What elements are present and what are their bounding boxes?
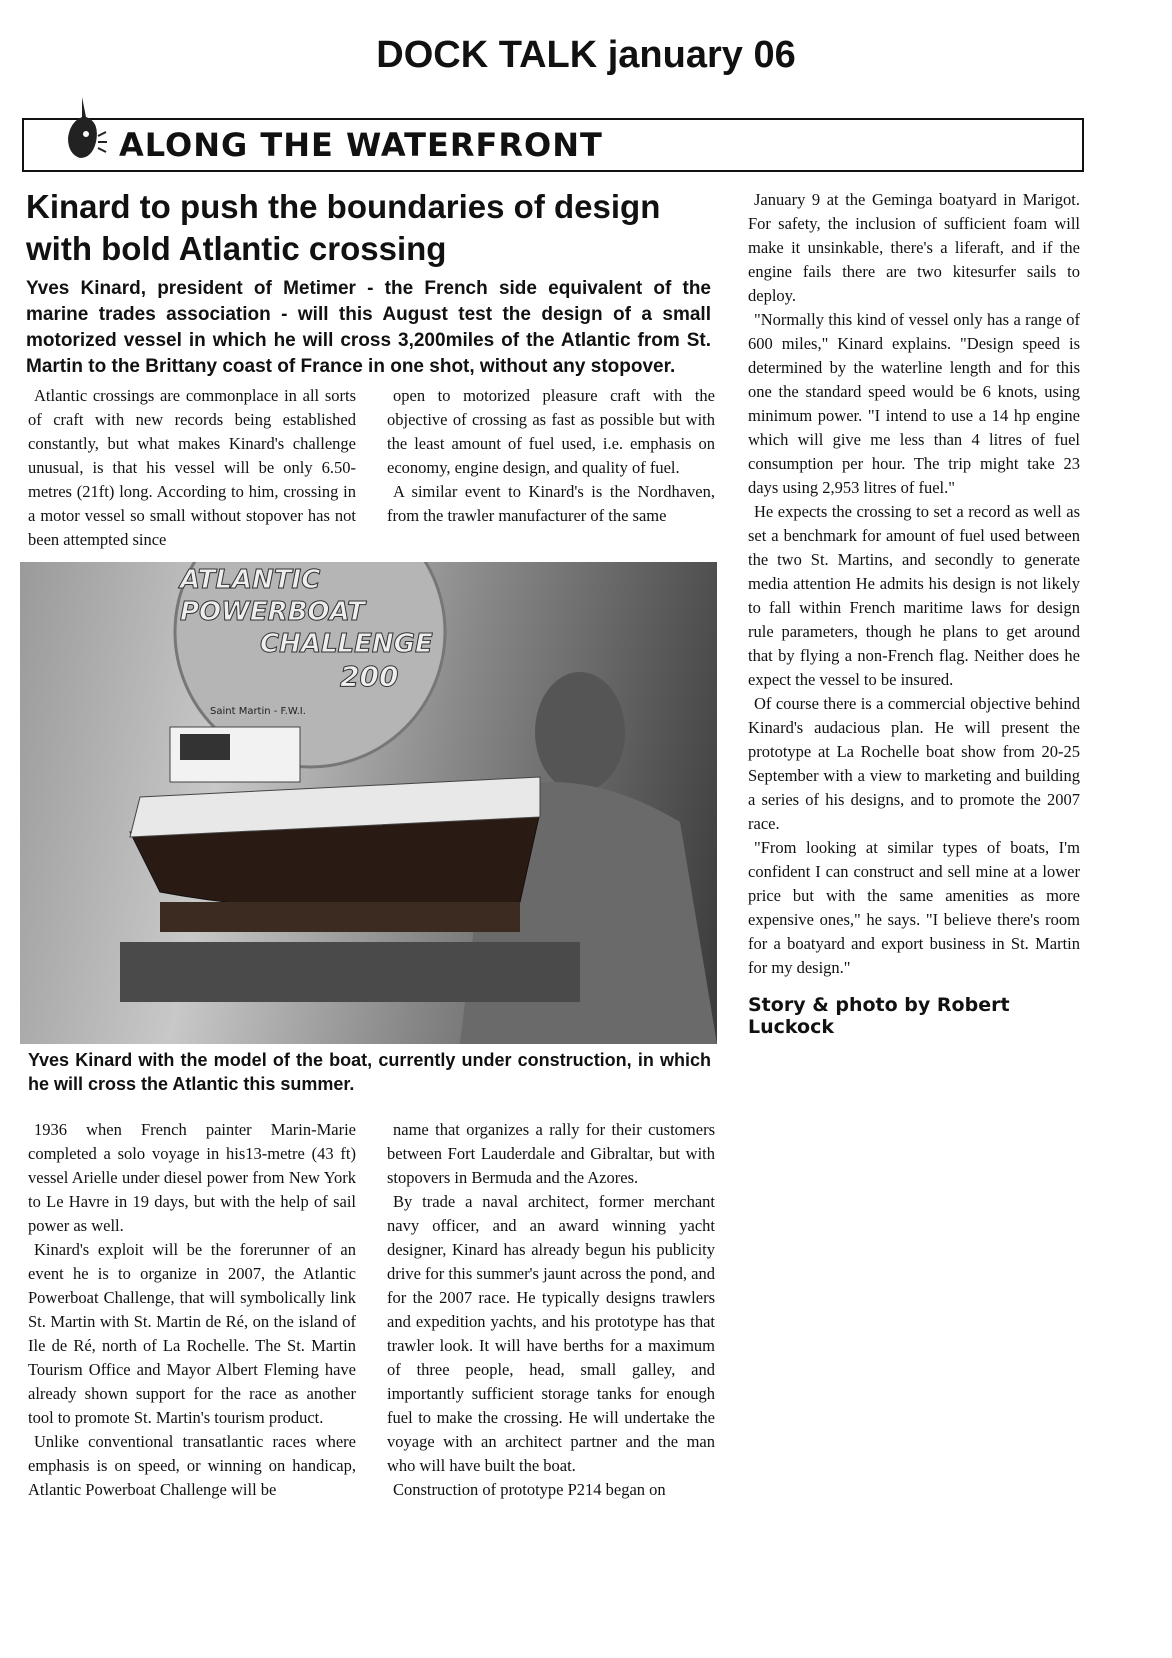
paragraph: He expects the crossing to set a record as well as set a benchmark for amount of fuel used between the two St. Martins, and secondly to generate media attention He admits his design is not likely to fall within French maritime laws for design rule parameters, though he plans to get around that by flying a non-French flag. Neither does he expect the vessel to be insured.	[748, 502, 1080, 689]
paragraph: "Normally this kind of vessel only has a range of 600 miles," Kinard explains. "Design speed is determined by the waterline length and for this one the standard speed would be 6 knots, using minimum power. "I intend to use a 14 hp engine which will give me less than 4 litres of fuel consumption per hour. The trip might take 23 days using 2,953 litres of fuel."	[748, 310, 1080, 497]
boat-model-photo	[20, 562, 717, 1044]
logo-text: CHALLENGE	[260, 629, 433, 659]
right-column-area	[748, 188, 1080, 1038]
column-2	[387, 380, 715, 552]
logo-subtext: Saint Martin - F.W.I.	[210, 706, 306, 717]
paragraph: name that organizes a rally for their customers between Fort Lauderdale and Gibraltar, but with stopovers in Bermuda and the Azores.	[387, 1120, 715, 1187]
byline: Story & photo by Robert Luckock	[748, 994, 1010, 1038]
paragraph: open to motorized pleasure craft with the objective of crossing as fast as possible but with the least amount of fuel used, i.e. emphasis on economy, engine design, and quality of fuel.	[387, 386, 715, 477]
paragraph: "From looking at similar types of boats, I'm confident I can construct and sell mine at a lower price but with the same amenities as more expensive ones," he says. "I believe there's room for a boatyard and export business in St. Martin for my design."	[748, 838, 1080, 977]
bottom-columns	[20, 1118, 717, 1502]
paragraph: Unlike conventional transatlantic races where emphasis is on speed, or winning on handicap, Atlantic Powerboat Challenge will be	[28, 1432, 356, 1499]
article-deck: Yves Kinard, president of Metimer - the French side equivalent of the marine trades association - will this August test the design of a small motorized vessel in which he will cross 3,200miles of the Atlantic from St. Martin to the Brittany coast of France in one shot, without any stopover.	[26, 278, 711, 377]
column-1	[28, 380, 356, 552]
logo-text: POWERBOAT	[180, 597, 365, 627]
article-headline: Kinard to push the boundaries of design with bold Atlantic crossing	[26, 188, 661, 267]
top-columns	[20, 380, 717, 552]
photo-caption: Yves Kinard with the model of the boat, currently under construction, in which he will cross the Atlantic this summer.	[28, 1050, 711, 1094]
paragraph: By trade a naval architect, former merchant navy officer, and an award winning yacht designer, Kinard has already begun his publicity drive for this summer's jaunt across the pond, and for the 2007 race. He typically designs trawlers and expedition yachts, and his prototype has that trawler look. It will have berths for a maximum of three people, head, small galley, and importantly sufficient storage tanks for enough fuel to make the crossing. He will undertake the voyage with an architect partner and the man who will have built the boat.	[387, 1192, 715, 1475]
main-article-area	[20, 186, 717, 1502]
paragraph: Atlantic crossings are commonplace in all sorts of craft with new records being established constantly, but what makes Kinard's challenge unusual, is that his vessel will be only 6.50-metres (21ft) long. According to him, crossing in a motor vessel so small without stopover has not been attempted since	[28, 386, 356, 549]
paragraph: Construction of prototype P214 began on	[393, 1480, 666, 1499]
column-3	[748, 188, 1080, 980]
paragraph: 1936 when French painter Marin-Marie completed a solo voyage in his13-metre (43 ft) vessel Arielle under diesel power from New York to Le Havre in 19 days, but with the help of sail power as well.	[28, 1120, 356, 1235]
column-5	[387, 1118, 715, 1502]
mascot-logo-icon	[52, 92, 112, 172]
paragraph: Kinard's exploit will be the forerunner of an event he is to organize in 2007, the Atlantic Powerboat Challenge, that will symbolically link St. Martin with St. Martin de Ré, on the island of Ile de Ré, north of La Rochelle. The St. Martin Tourism Office and Mayor Albert Fleming have already shown support for the race as another tool to promote St. Martin's tourism product.	[28, 1240, 356, 1427]
logo-text: ATLANTIC	[180, 565, 321, 595]
article-photo	[20, 562, 717, 1044]
paragraph: January 9 at the Geminga boatyard in Marigot. For safety, the inclusion of sufficient foam will make it unsinkable, there's a liferaft, and if the engine fails there are two kitesurfer sails to deploy.	[748, 190, 1080, 305]
section-title: ALONG THE WATERFRONT	[119, 126, 603, 164]
paragraph: A similar event to Kinard's is the Nordhaven, from the trawler manufacturer of the same	[387, 482, 715, 525]
logo-text: 200	[340, 660, 399, 693]
page-title: DOCK TALK january 06	[376, 34, 796, 76]
paragraph: Of course there is a commercial objective behind Kinard's audacious plan. He will present the prototype at La Rochelle boat show from 20-25 September with a view to marketing and building a series of his designs, and to promote the 2007 race.	[748, 694, 1080, 833]
column-4	[28, 1118, 356, 1502]
section-banner	[22, 118, 1084, 172]
